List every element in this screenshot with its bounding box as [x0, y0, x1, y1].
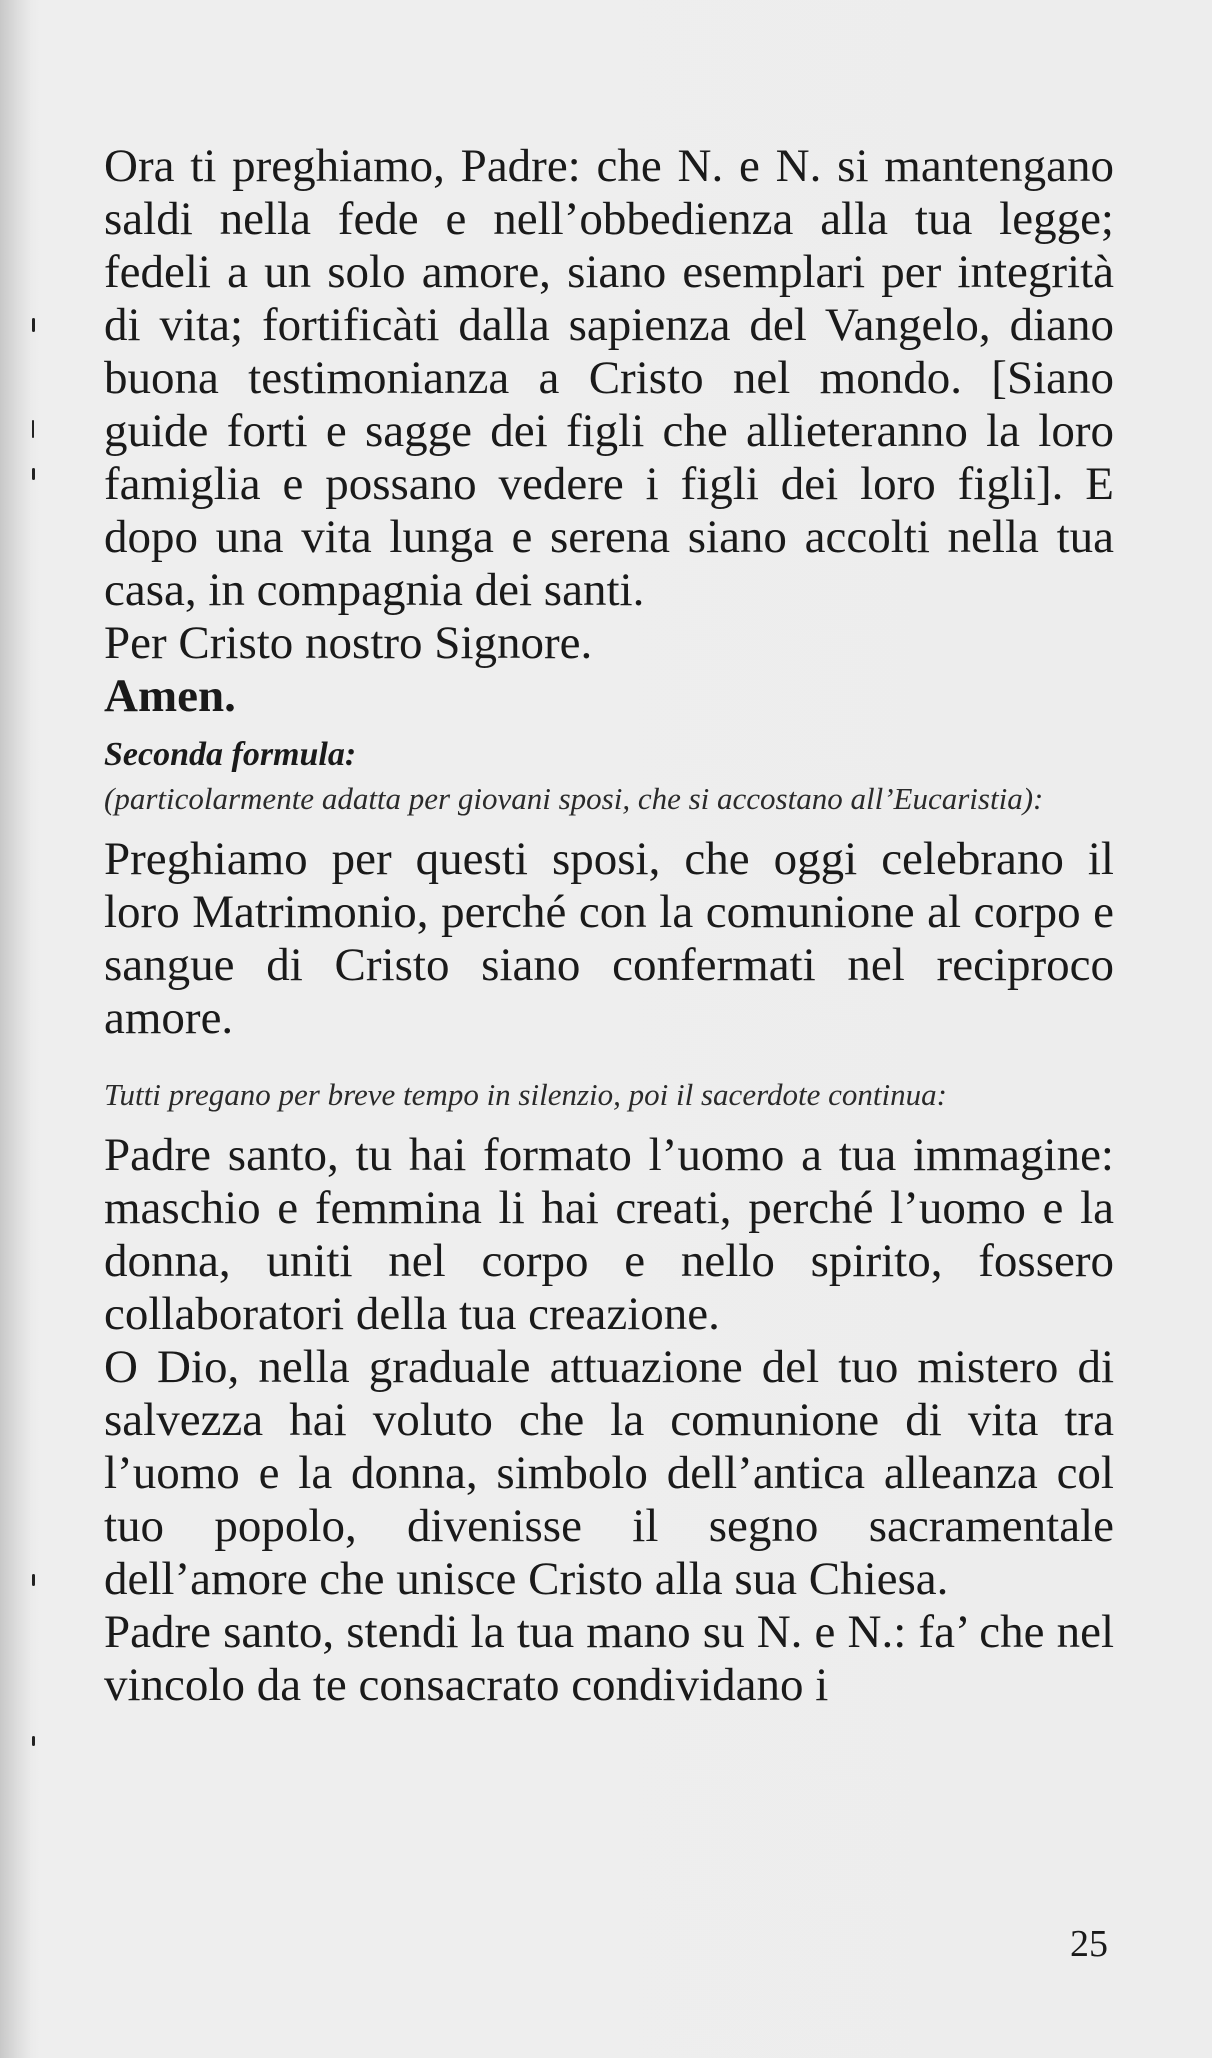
page-content [104, 140, 1114, 1712]
binding-mark [32, 468, 35, 480]
amen-response: Amen. [104, 670, 236, 722]
page-number: 25 [1070, 1923, 1108, 1965]
binding-mark [32, 1574, 35, 1586]
binding-mark [32, 420, 34, 438]
book-spine [0, 0, 30, 2058]
prayer-paragraph: O Dio, nella graduale attuazione del tuo mistero di salvezza hai voluto che la comunione di vita tra l’uomo e la donna, simbolo dell’antica alleanza col tuo popolo, divenisse il segno sacramentale dell’amore che unisce Cristo alla sua Chiesa. [104, 1341, 1114, 1605]
binding-mark [32, 1736, 35, 1746]
rubric-note: Tutti pregano per breve tempo in silenzio, poi il sacerdote continua: [104, 1077, 947, 1112]
closing-line: Per Cristo nostro Signore. [104, 617, 593, 669]
prayer-paragraph: Padre santo, stendi la tua mano su N. e N.: fa’ che nel vincolo da te consacrato condividano i [104, 1606, 1114, 1711]
prayer-paragraph: Padre santo, tu hai formato l’uomo a tua immagine: maschio e femmina li hai creati, perché l’uomo e la donna, uniti nel corpo e nello spirito, fossero collaboratori della tua creazione. [104, 1129, 1114, 1340]
binding-mark [32, 318, 35, 332]
prayer-paragraph: Ora ti preghiamo, Padre: che N. e N. si mantengano saldi nella fede e nell’obbedienza alla tua legge; fedeli a un solo amore, siano esemplari per integrità di vita; fortificàti dalla sapienza del Vangelo, diano buona testimonianza a Cristo nel mondo. [Siano guide forti e sagge dei figli che allieteranno la loro famiglia e possano vedere i figli dei loro figli]. E dopo una vita lunga e serena siano accolti nella tua casa, in compagnia dei santi. [104, 140, 1114, 616]
section-heading: Seconda formula: [104, 736, 357, 773]
rubric-note: (particolarmente adatta per giovani sposi, che si accostano all’Eucaristia): [104, 781, 1044, 816]
prayer-paragraph: Preghiamo per questi sposi, che oggi celebrano il loro Matrimonio, perché con la comunione al corpo e sangue di Cristo siano confermati nel reciproco amore. [104, 833, 1114, 1044]
